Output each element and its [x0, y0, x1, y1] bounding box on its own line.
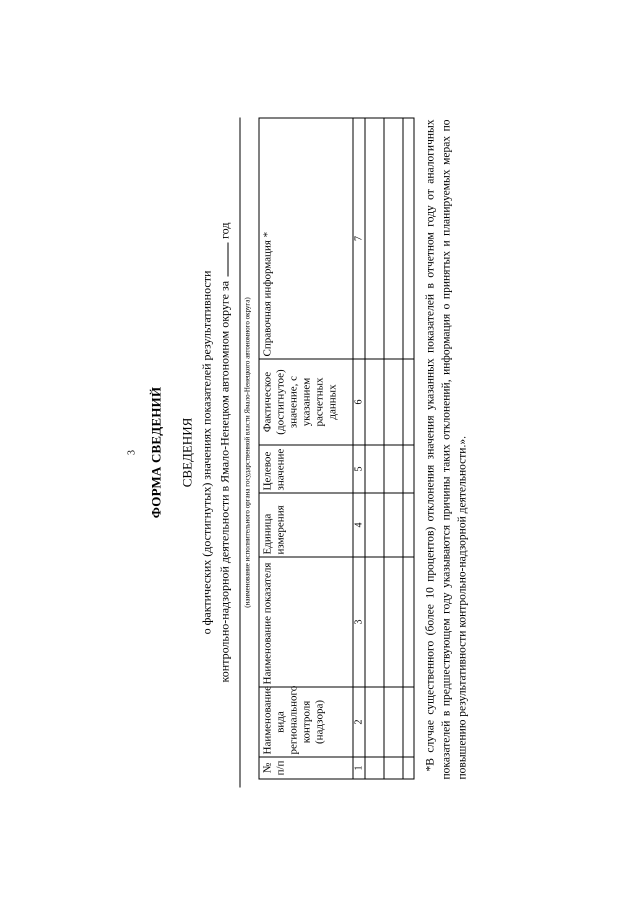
table-cell [365, 118, 384, 359]
footnote: *В случае существенного (более 10 процентов) отклонения значения указанных показателей в отчетном году от аналогичных показателей в предшествующем году указываются причины таких отклонений, информация о принятых и планируемых мерах по повышению результативности контрольно-надзорной деятельности.». [424, 119, 469, 779]
table-cell [403, 557, 414, 687]
header-unit: Единица измерения [259, 493, 353, 557]
document-page [123, 77, 518, 827]
document-heading: СВЕДЕНИЯ [179, 417, 195, 487]
table-cell [365, 493, 384, 557]
table-cell [384, 118, 403, 359]
table-cell [365, 557, 384, 687]
table-cell [384, 359, 403, 445]
column-number: 3 [353, 557, 365, 687]
table-cell [365, 687, 384, 757]
table-cell [403, 757, 414, 779]
table-cell [365, 445, 384, 493]
table-cell [384, 757, 403, 779]
table-cell [403, 118, 414, 359]
header-number: № п/п [259, 757, 353, 779]
page-number: 3 [126, 449, 138, 455]
column-number: 5 [353, 445, 365, 493]
table-row [384, 118, 403, 779]
header-reference-info: Справочная информация * [259, 118, 353, 359]
subtitle-line-1: о фактических (достигнутых) значениях показателей результативности [199, 270, 214, 634]
column-number-row [353, 118, 365, 779]
table-cell [384, 687, 403, 757]
column-number: 2 [353, 687, 365, 757]
header-control-type: Наименование вида регионального контроля (надзора) [259, 687, 353, 757]
column-number: 6 [353, 359, 365, 445]
table-cell [384, 493, 403, 557]
subtitle-line-2 [217, 77, 233, 827]
table-cell [365, 757, 384, 779]
table-header-row [259, 118, 353, 779]
indicators-table [259, 117, 415, 779]
table-cell [403, 445, 414, 493]
table-cell [403, 359, 414, 445]
header-actual-value: Фактическое (достигнутое) значение, с указанием расчетных данных [259, 359, 353, 445]
column-number: 7 [353, 118, 365, 359]
table-cell [365, 359, 384, 445]
table-row [365, 118, 384, 779]
subtitle-line-2-text: контрольно-надзорной деятельности в Ямало-Ненецком автономном округе за [217, 280, 232, 682]
organization-name-line [240, 117, 241, 787]
organization-caption: (наименование исполнительного органа государственной власти Ямало-Ненецкого автономного округа) [243, 296, 252, 608]
header-indicator-name: Наименование показателя [259, 557, 353, 687]
table-cell [384, 445, 403, 493]
subtitle-year-word: год [217, 222, 232, 239]
form-title: ФОРМА СВЕДЕНИЙ [148, 386, 164, 518]
table-cell [384, 557, 403, 687]
year-blank-field [217, 242, 229, 276]
column-number: 1 [353, 757, 365, 779]
header-target-value: Целевое значение [259, 445, 353, 493]
table-cell [403, 493, 414, 557]
column-number: 4 [353, 493, 365, 557]
table-cell [403, 687, 414, 757]
table-row [403, 118, 414, 779]
